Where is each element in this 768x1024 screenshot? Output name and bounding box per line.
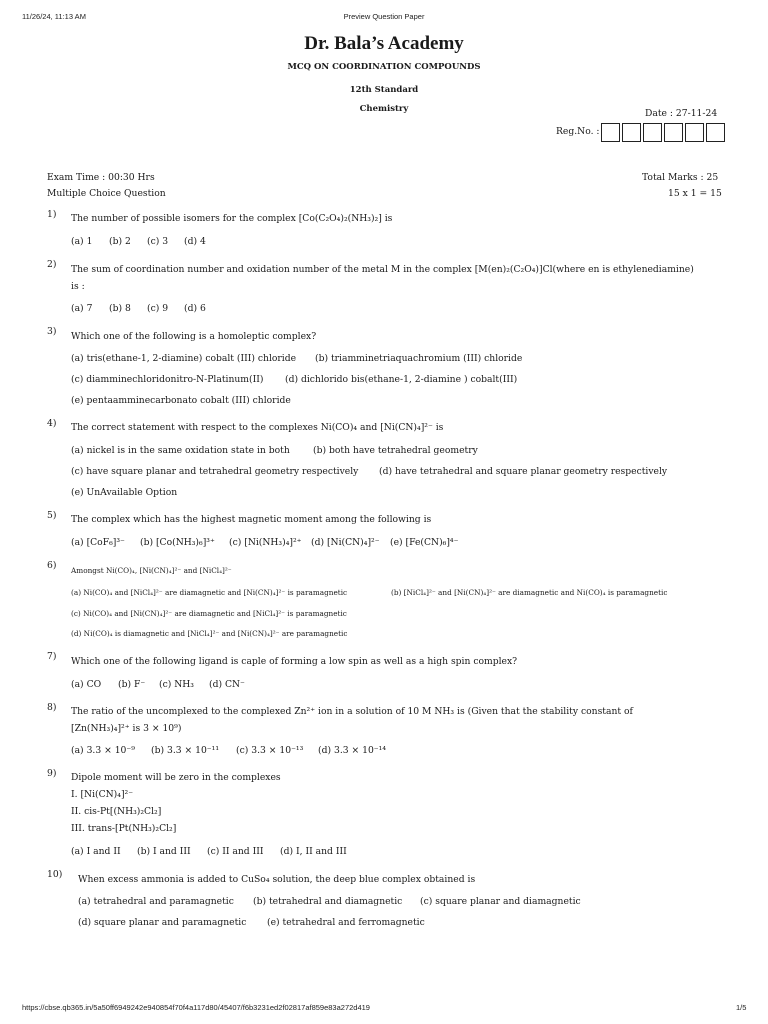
option: (a) tris(ethane-1, 2-diamine) cobalt (III) chloride bbox=[71, 353, 297, 364]
print-datetime: 11/26/24, 11:13 AM bbox=[22, 12, 86, 21]
question-number: 9) bbox=[47, 768, 57, 779]
option: (e) tetrahedral and ferromagnetic bbox=[267, 917, 425, 928]
option: (b) tetrahedral and diamagnetic bbox=[253, 896, 403, 907]
reg-no-boxes bbox=[601, 123, 727, 142]
question-text: The complex which has the highest magnetic moment among the following is bbox=[71, 514, 432, 525]
option: (c) have square planar and tetrahedral geometry respectively bbox=[71, 466, 359, 477]
question-text-continued: [Zn(NH₃)₄]²⁺ is 3 × 10⁹) bbox=[71, 723, 182, 734]
option: (a) tetrahedral and paramagnetic bbox=[78, 896, 234, 907]
option: (a) I and II bbox=[71, 846, 121, 857]
reg-no-box bbox=[685, 123, 704, 142]
reg-no-label: Reg.No. : bbox=[556, 126, 600, 137]
option: (d) 4 bbox=[184, 236, 206, 247]
option: (d) I, II and III bbox=[280, 846, 347, 857]
option: (c) 9 bbox=[147, 303, 169, 314]
option: (d) 3.3 × 10⁻¹⁴ bbox=[318, 745, 387, 756]
print-url: https://cbse.qb365.in/5a50ff6949242e940854f70f4a117d80/45407/f6b3231ed2f02817af859e83a272d419 bbox=[22, 1003, 370, 1012]
question-number: 5) bbox=[47, 510, 57, 521]
paper-date: Date : 27-11-24 bbox=[645, 108, 718, 119]
option: (d) square planar and paramagnetic bbox=[78, 917, 247, 928]
question-number: 2) bbox=[47, 259, 57, 270]
statement-line: II. cis-Pt[(NH₃)₂Cl₂] bbox=[71, 806, 162, 817]
option: (c) II and III bbox=[207, 846, 264, 857]
section-title: Multiple Choice Question bbox=[47, 188, 166, 199]
question-text: Dipole moment will be zero in the complexes bbox=[71, 772, 281, 783]
paper-subject-line: MCQ ON COORDINATION COMPOUNDS bbox=[287, 62, 481, 72]
option: (a) [CoF₆]³⁻ bbox=[71, 537, 125, 548]
paper-standard: 12th Standard bbox=[349, 85, 419, 95]
option: (e) pentaamminecarbonato cobalt (III) chloride bbox=[71, 395, 291, 406]
option: (c) 3 bbox=[147, 236, 169, 247]
option: (d) [Ni(CN)₄]²⁻ bbox=[311, 537, 380, 548]
print-page-number: 1/5 bbox=[736, 1003, 747, 1012]
option: (b) 3.3 × 10⁻¹¹ bbox=[151, 745, 220, 756]
question-number: 6) bbox=[47, 560, 57, 571]
option: (c) diamminechloridonitro-N-Platinum(II) bbox=[71, 374, 264, 385]
option: (d) have tetrahedral and square planar geometry respectively bbox=[379, 466, 668, 477]
question-number: 10) bbox=[47, 869, 63, 880]
question-text: The ratio of the uncomplexed to the complexed Zn²⁺ ion in a solution of 10 M NH₃ is (Given that the stability constant of bbox=[71, 706, 633, 717]
question-text: Which one of the following is a homoleptic complex? bbox=[71, 331, 317, 342]
reg-no-box bbox=[643, 123, 662, 142]
option: (b) triamminetriaquachromium (III) chloride bbox=[315, 353, 523, 364]
question-text: The sum of coordination number and oxidation number of the metal M in the complex [M(en)₂(C₂O₄)]Cl(where en is ethylenediamine) bbox=[71, 264, 694, 275]
option: (a) 1 bbox=[71, 236, 93, 247]
total-marks: Total Marks : 25 bbox=[642, 172, 719, 183]
question-text: The number of possible isomers for the complex [Co(C₂O₄)₂(NH₃)₂] is bbox=[71, 213, 393, 224]
question-text: The correct statement with respect to the complexes Ni(CO)₄ and [Ni(CN)₄]²⁻ is bbox=[71, 422, 444, 433]
statement-line: I. [Ni(CN)₄]²⁻ bbox=[71, 789, 134, 800]
option: (a) nickel is in the same oxidation state in both bbox=[71, 445, 290, 456]
option: (b) F⁻ bbox=[118, 679, 146, 690]
option: (a) 3.3 × 10⁻⁹ bbox=[71, 745, 135, 756]
option: (a) 7 bbox=[71, 303, 93, 314]
option: (a) CO bbox=[71, 679, 102, 690]
marks-calculation: 15 x 1 = 15 bbox=[668, 188, 722, 199]
option: (b) 8 bbox=[109, 303, 131, 314]
institute-name: Dr. Bala’s Academy bbox=[304, 33, 464, 54]
option: (b) [Co(NH₃)₆]³⁺ bbox=[140, 537, 215, 548]
question-number: 3) bbox=[47, 326, 57, 337]
option: (c) 3.3 × 10⁻¹³ bbox=[236, 745, 304, 756]
option: (b) [NiCl₄]²⁻ and [Ni(CN)₄]²⁻ are diamagnetic and Ni(CO)₄ is paramagnetic bbox=[391, 588, 668, 597]
option: (c) Ni(CO)₄ and [Ni(CN)₄]²⁻ are diamagnetic and [NiCl₄]²⁻ is paramagnetic bbox=[71, 609, 347, 618]
option: (c) [Ni(NH₃)₄]²⁺ bbox=[229, 537, 302, 548]
option: (a) Ni(CO)₄ and [NiCl₄]²⁻ are diamagnetic and [Ni(CN)₄]²⁻ is paramagnetic bbox=[71, 588, 348, 597]
question-number: 7) bbox=[47, 651, 57, 662]
question-number: 1) bbox=[47, 209, 57, 220]
option: (d) Ni(CO)₄ is diamagnetic and [NiCl₄]²⁻ and [Ni(CN)₄]²⁻ are paramagnetic bbox=[71, 629, 348, 638]
option: (c) square planar and diamagnetic bbox=[420, 896, 581, 907]
reg-no-box bbox=[706, 123, 725, 142]
statement-line: III. trans-[Pt(NH₃)₂Cl₂] bbox=[71, 823, 177, 834]
reg-no-box bbox=[664, 123, 683, 142]
option: (d) dichlorido bis(ethane-1, 2-diamine ) cobalt(III) bbox=[285, 374, 518, 385]
question-number: 4) bbox=[47, 418, 57, 429]
paper-subject: Chemistry bbox=[359, 104, 409, 114]
reg-no-box bbox=[622, 123, 641, 142]
question-text: Amongst Ni(CO)₄, [Ni(CN)₄]²⁻ and [NiCl₄]²⁻ bbox=[71, 566, 232, 575]
option: (e) [Fe(CN)₆]⁴⁻ bbox=[390, 537, 459, 548]
question-text: Which one of the following ligand is caple of forming a low spin as well as a high spin complex? bbox=[71, 656, 518, 667]
question-number: 8) bbox=[47, 702, 57, 713]
reg-no-box bbox=[601, 123, 620, 142]
option: (e) UnAvailable Option bbox=[71, 487, 178, 498]
option: (b) 2 bbox=[109, 236, 131, 247]
print-title: Preview Question Paper bbox=[343, 12, 425, 21]
option: (b) both have tetrahedral geometry bbox=[313, 445, 478, 456]
option: (d) 6 bbox=[184, 303, 206, 314]
option: (b) I and III bbox=[137, 846, 191, 857]
question-text: When excess ammonia is added to CuSo₄ solution, the deep blue complex obtained is bbox=[78, 874, 476, 885]
option: (c) NH₃ bbox=[159, 679, 194, 690]
option: (d) CN⁻ bbox=[209, 679, 245, 690]
exam-time: Exam Time : 00:30 Hrs bbox=[47, 172, 155, 183]
question-text-continued: is : bbox=[71, 281, 85, 292]
